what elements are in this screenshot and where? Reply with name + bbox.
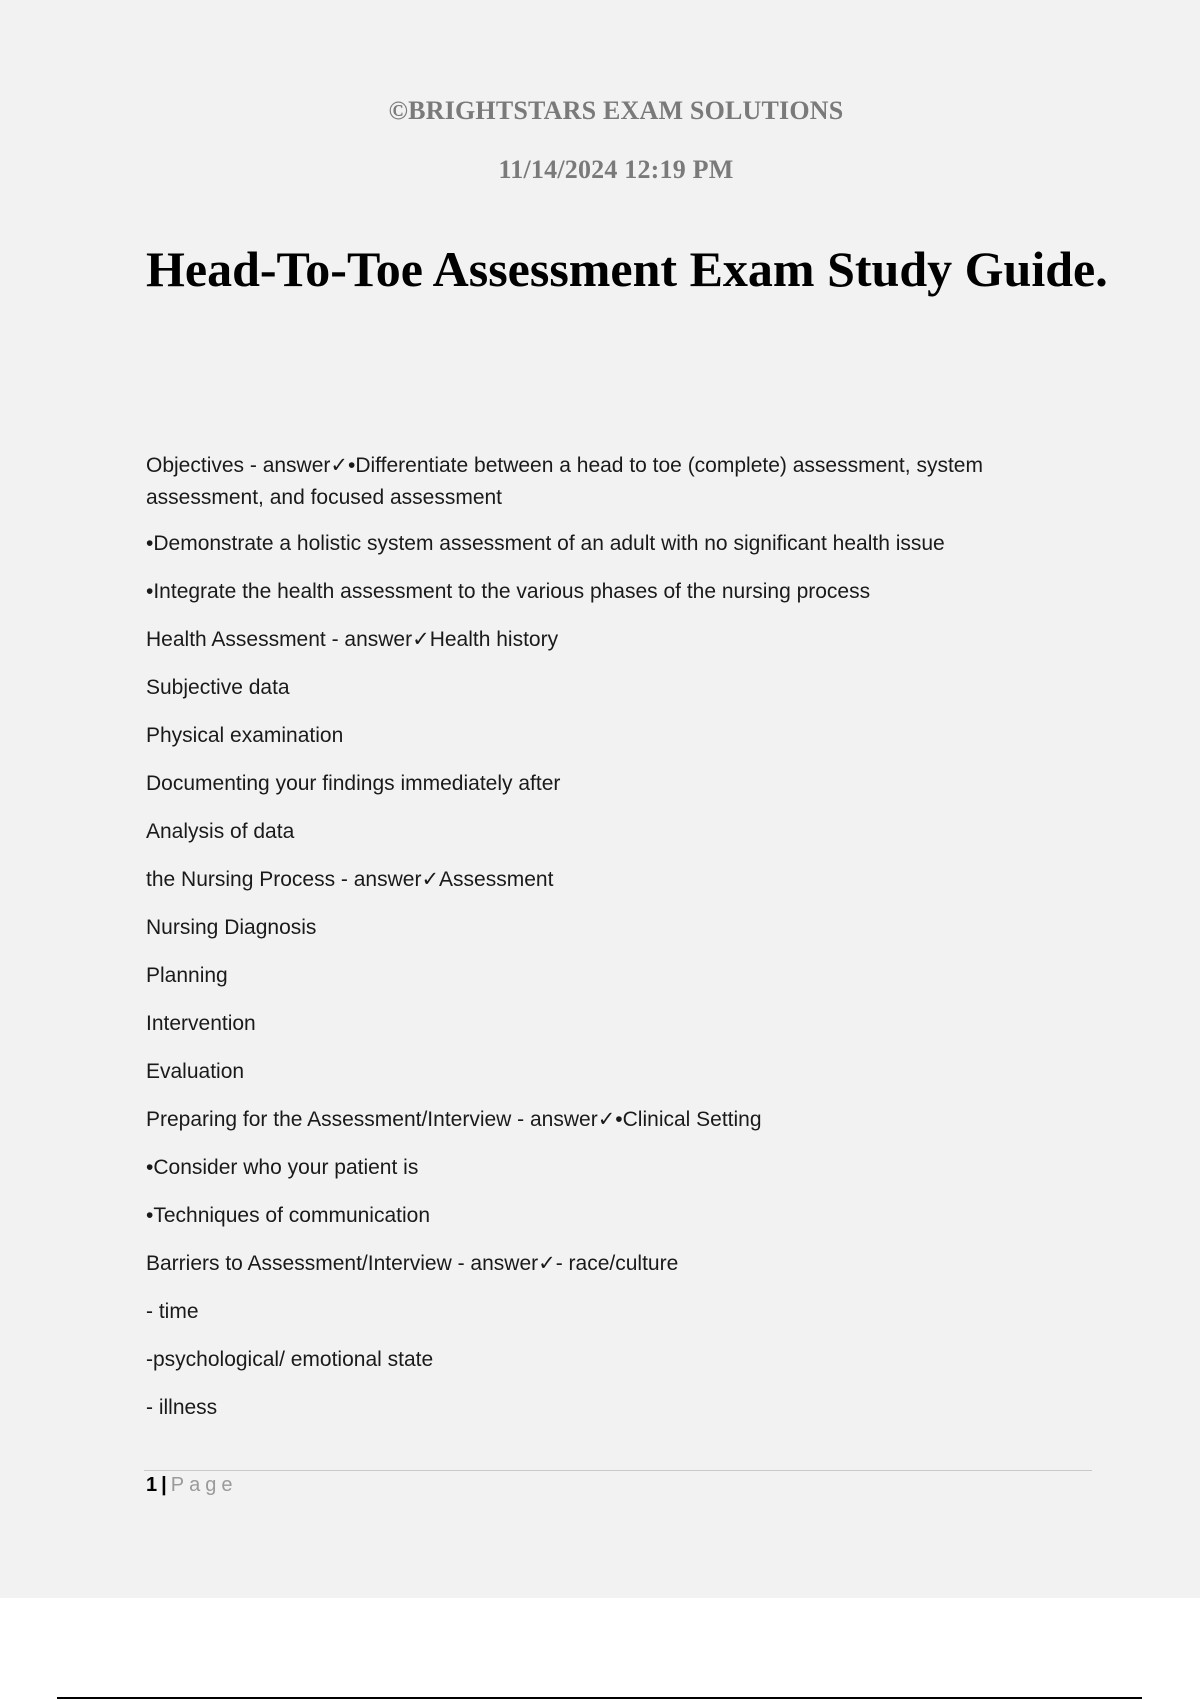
text-line: Health Assessment - answer✓Health history bbox=[146, 628, 559, 651]
text-line: Preparing for the Assessment/Interview - answer✓•Clinical Setting bbox=[146, 1108, 762, 1131]
next-page-divider bbox=[57, 1697, 1142, 1699]
text-line: the Nursing Process - answer✓Assessment bbox=[146, 868, 554, 891]
document-title: Head-To-Toe Assessment Exam Study Guide. bbox=[146, 241, 1108, 297]
text-line: Planning bbox=[146, 964, 228, 987]
text-line: •Techniques of communication bbox=[146, 1204, 431, 1227]
text-line: Objectives - answer✓•Differentiate between a head to toe (complete) assessment, system assessment, and focused assessment bbox=[146, 454, 983, 509]
text-line: Documenting your findings immediately after bbox=[146, 772, 561, 795]
page-label: Page bbox=[170, 1474, 238, 1496]
text-line: Analysis of data bbox=[146, 820, 295, 843]
text-line: Barriers to Assessment/Interview - answer✓- race/culture bbox=[146, 1252, 679, 1275]
page-number: 1 bbox=[146, 1474, 158, 1496]
text-line: Evaluation bbox=[146, 1060, 245, 1083]
text-line: - time bbox=[146, 1300, 199, 1323]
copyright-header: ©BRIGHTSTARS EXAM SOLUTIONS bbox=[388, 96, 844, 125]
datetime-header: 11/14/2024 12:19 PM bbox=[498, 155, 734, 184]
text-line: Nursing Diagnosis bbox=[146, 916, 317, 939]
document-body bbox=[146, 450, 1076, 1440]
text-line: •Integrate the health assessment to the various phases of the nursing process bbox=[146, 580, 871, 603]
text-line: •Consider who your patient is bbox=[146, 1156, 419, 1179]
text-line: - illness bbox=[146, 1396, 218, 1419]
text-line: Intervention bbox=[146, 1012, 256, 1035]
page-footer bbox=[146, 1474, 237, 1497]
footer-divider bbox=[144, 1470, 1092, 1471]
text-line: •Demonstrate a holistic system assessment of an adult with no significant health issue bbox=[146, 532, 945, 555]
text-line: Physical examination bbox=[146, 724, 344, 747]
text-line: Subjective data bbox=[146, 676, 290, 699]
text-line: -psychological/ emotional state bbox=[146, 1348, 434, 1371]
page-separator: | bbox=[161, 1474, 167, 1496]
